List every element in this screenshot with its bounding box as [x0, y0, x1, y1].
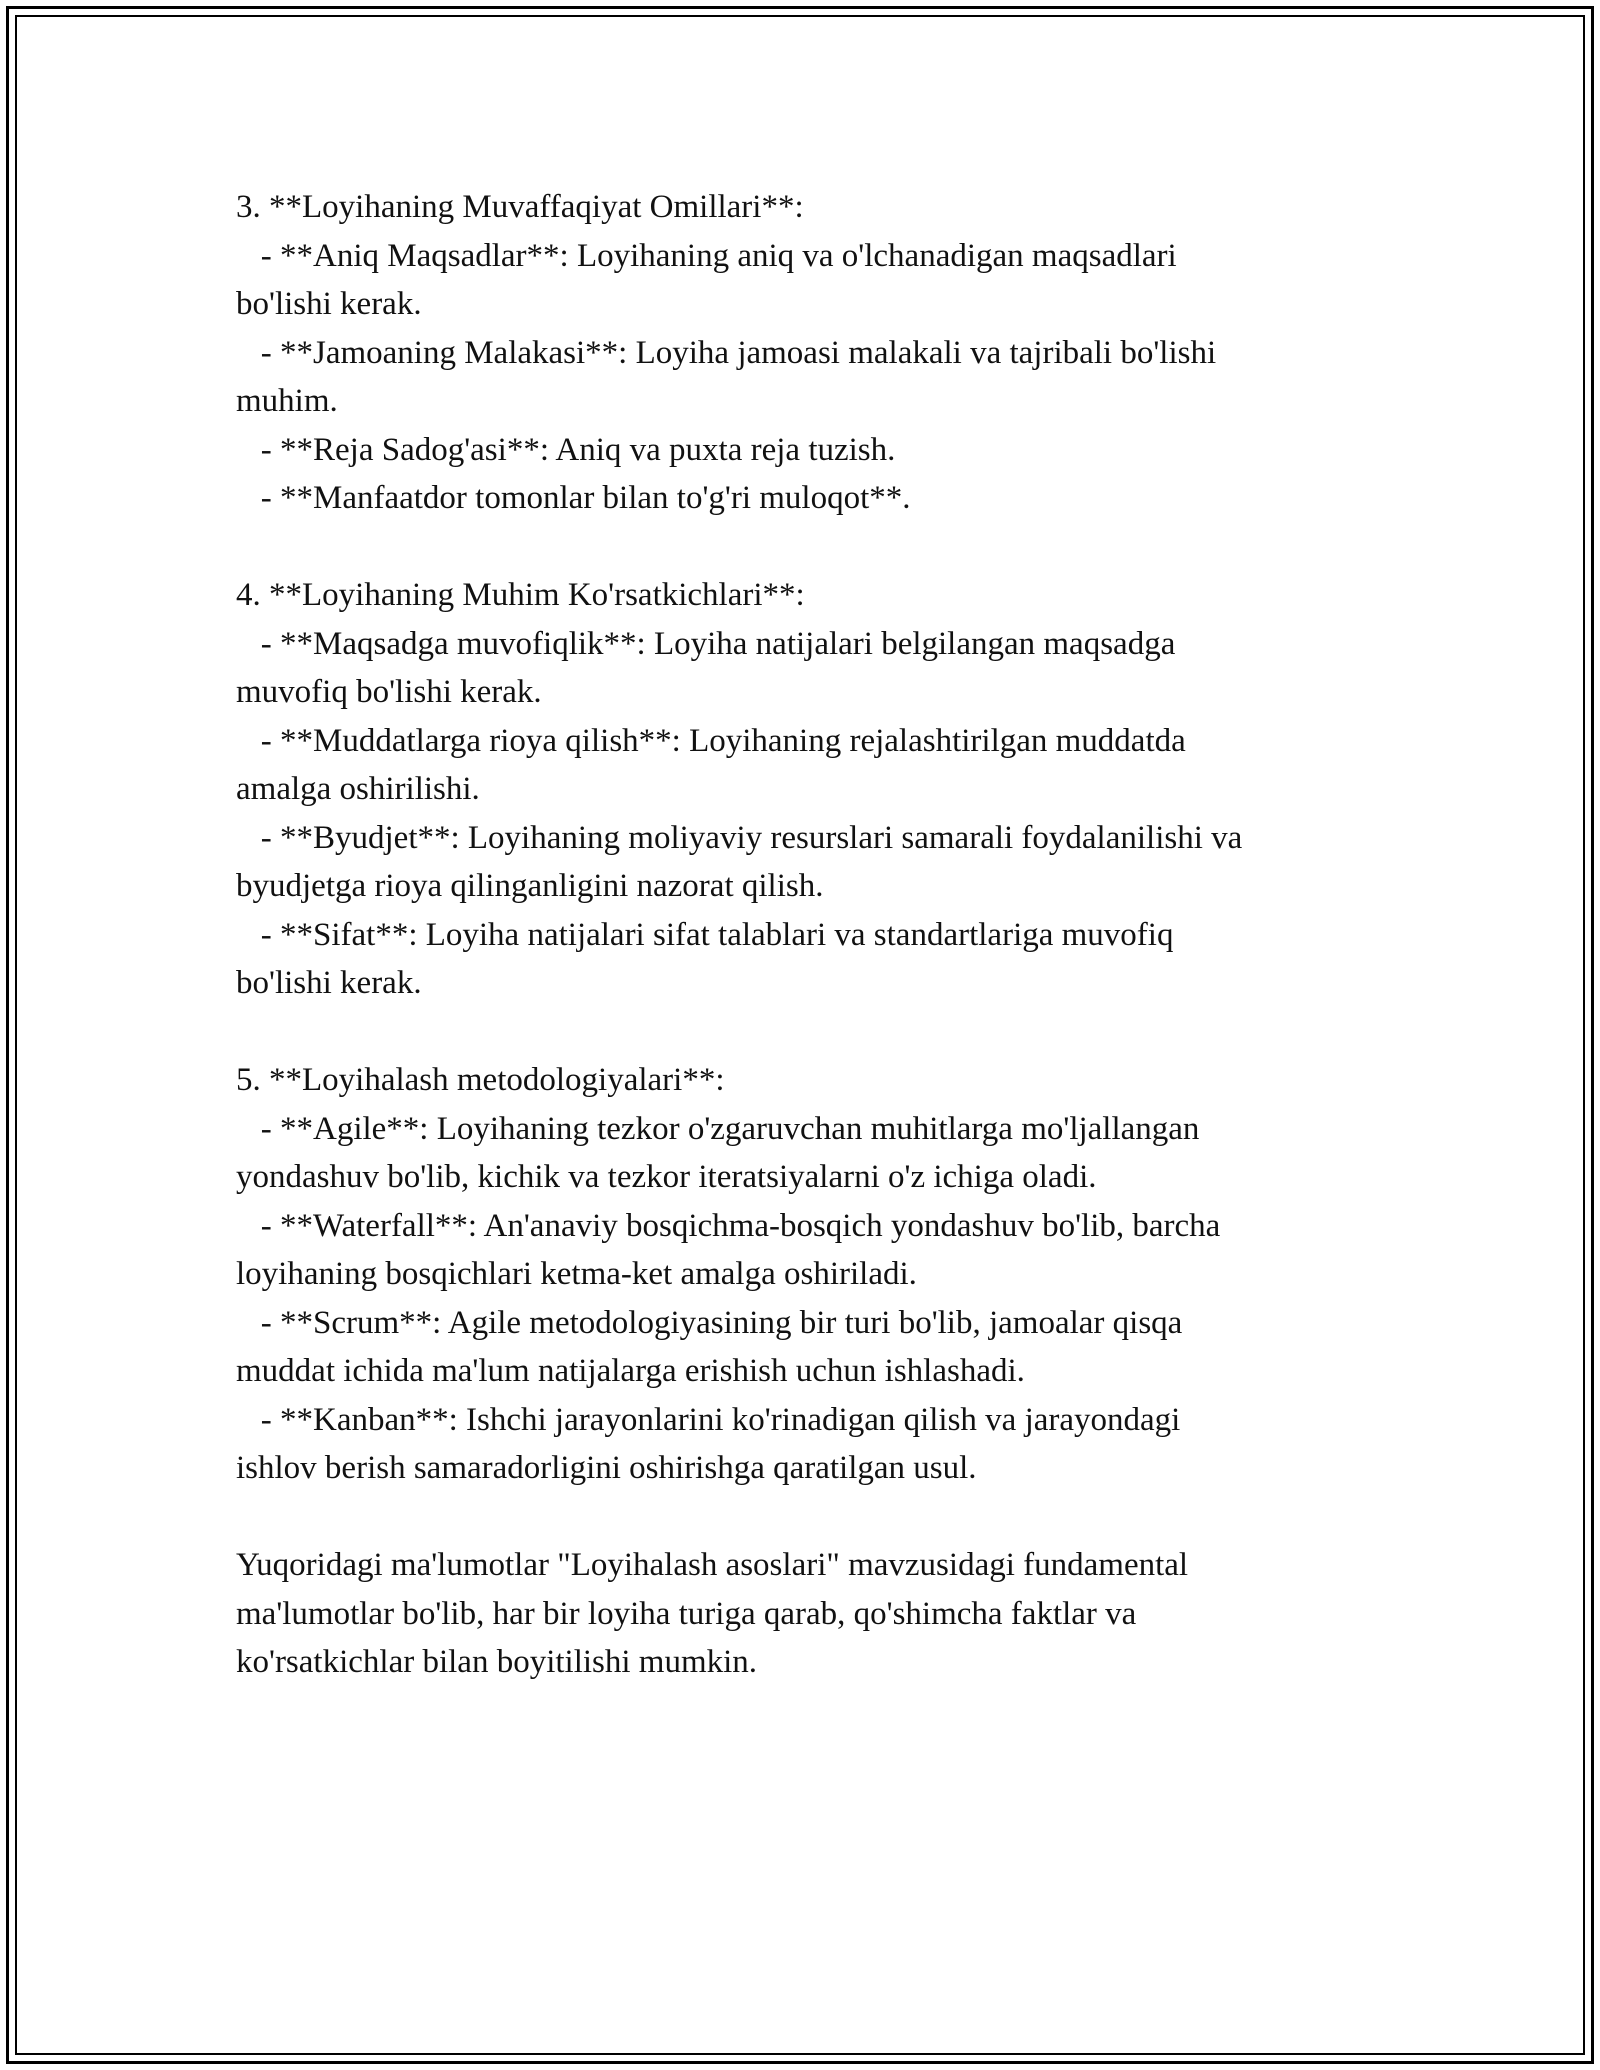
list-item: - **Muddatlarga rioya qilish**: Loyihaning rejalashtirilgan muddatda [236, 722, 1186, 759]
list-item: - **Kanban**: Ishchi jarayonlarini ko'rinadigan qilish va jarayondagi [236, 1401, 1181, 1438]
paragraph-spacer [236, 1008, 1416, 1057]
list-item-continuation: muhim. [236, 383, 338, 419]
list-item: - **Aniq Maqsadlar**: Loyihaning aniq va o'lchanadigan maqsadlari [236, 237, 1177, 274]
list-item: - **Waterfall**: An'anaviy bosqichma-bosqich yondashuv bo'lib, barcha [236, 1207, 1221, 1244]
paragraph-spacer [236, 523, 1416, 572]
list-item-continuation: amalga oshirilishi. [236, 771, 480, 807]
list-item: - **Maqsadga muvofiqlik**: Loyiha natijalari belgilangan maqsadga [236, 625, 1176, 662]
closing-line: Yuqoridagi ma'lumotlar "Loyihalash asoslari" mavzusidagi fundamental [236, 1547, 1189, 1583]
list-item: - **Sifat**: Loyiha natijalari sifat talablari va standartlariga muvofiq [236, 916, 1174, 953]
section-methodologies [236, 1056, 1416, 1493]
list-item-continuation: bo'lishi kerak. [236, 965, 422, 1001]
list-item-continuation: bo'lishi kerak. [236, 286, 422, 322]
list-item: - **Scrum**: Agile metodologiyasining bir turi bo'lib, jamoalar qisqa [236, 1304, 1183, 1341]
list-item-continuation: muddat ichida ma'lum natijalarga erishish uchun ishlashadi. [236, 1353, 1025, 1389]
list-item: - **Manfaatdor tomonlar bilan to'g'ri muloqot**. [236, 480, 911, 516]
section-success-factors [236, 183, 1416, 523]
closing-line: ko'rsatkichlar bilan boyitilishi mumkin. [236, 1644, 758, 1680]
list-item-continuation: yondashuv bo'lib, kichik va tezkor iteratsiyalarni o'z ichiga oladi. [236, 1159, 1097, 1195]
section-heading: 4. **Loyihaning Muhim Ko'rsatkichlari**: [236, 577, 805, 613]
closing-line: ma'lumotlar bo'lib, har bir loyiha turiga qarab, qo'shimcha faktlar va [236, 1595, 1137, 1632]
list-item: - **Agile**: Loyihaning tezkor o'zgaruvchan muhitlarga mo'ljallangan [236, 1110, 1200, 1147]
document-body [236, 183, 1416, 1687]
list-item-continuation: byudjetga rioya qilinganligini nazorat qilish. [236, 868, 824, 904]
paragraph-spacer [236, 1493, 1416, 1542]
list-item-continuation: ishlov berish samaradorligini oshirishga qaratilgan usul. [236, 1450, 977, 1486]
closing-paragraph [236, 1541, 1416, 1687]
list-item: - **Reja Sadog'asi**: Aniq va puxta reja tuzish. [236, 431, 896, 468]
list-item: - **Byudjet**: Loyihaning moliyaviy resurslari samarali foydalanilishi va [236, 819, 1243, 856]
list-item-continuation: loyihaning bosqichlari ketma-ket amalga oshiriladi. [236, 1256, 917, 1292]
list-item: - **Jamoaning Malakasi**: Loyiha jamoasi malakali va tajribali bo'lishi [236, 334, 1217, 371]
section-heading: 3. **Loyihaning Muvaffaqiyat Omillari**: [236, 189, 804, 225]
list-item-continuation: muvofiq bo'lishi kerak. [236, 674, 542, 710]
section-key-indicators [236, 571, 1416, 1008]
section-heading: 5. **Loyihalash metodologiyalari**: [236, 1062, 725, 1098]
